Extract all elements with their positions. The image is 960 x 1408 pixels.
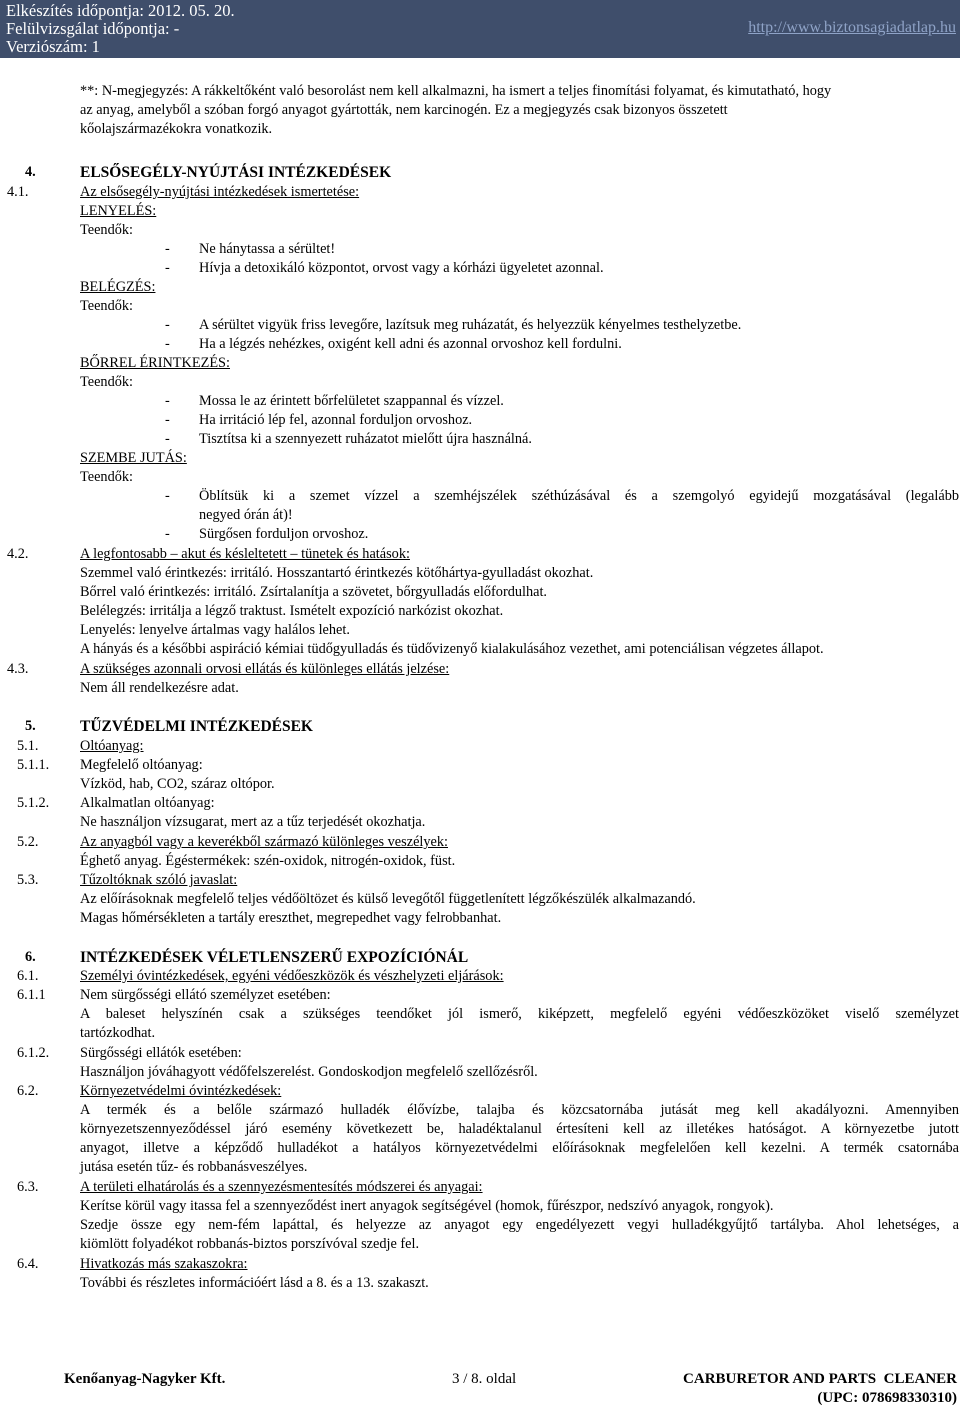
text-line: Ne használjon vízsugarat, mert az a tűz terjedését okozhatja. bbox=[80, 814, 426, 830]
note-line: az anyag, amelyből a szóban forgó anyagot gyártották, nem karcinogén. Ez a megjegyzés csak bizonyos összetett bbox=[80, 102, 728, 118]
text-line: Magas hőmérsékleten a tartály ereszthet, megrepedhet vagy felrobbanhat. bbox=[80, 910, 502, 926]
list-item: - Öblítsük ki a szemet vízzel a szemhéjszélek széthúzásával és a szemgolyó egyidejű mozgatásával (legalább bbox=[165, 488, 959, 504]
list-item-continuation: negyed órán át)! bbox=[199, 507, 293, 523]
subsection-number: 6.4. bbox=[17, 1256, 39, 1272]
subsection-title: Megfelelő oltóanyag: bbox=[80, 757, 203, 773]
text-line: tartózkodhat. bbox=[80, 1025, 156, 1041]
subsection-number: 6.2. bbox=[17, 1083, 39, 1099]
footer-product-code: (UPC: 078698330310) bbox=[817, 1390, 957, 1406]
subsection-number: 5.1.2. bbox=[17, 795, 50, 811]
subsection-number: 4.1. bbox=[7, 184, 29, 200]
header-link[interactable]: http://www.biztonsagiadatlap.hu bbox=[748, 19, 956, 36]
subsection-title: A szükséges azonnali orvosi ellátás és különleges ellátás jelzése: bbox=[80, 661, 450, 677]
subsection-title: Tűzoltóknak szóló javaslat: bbox=[80, 872, 238, 888]
section-title: TŰZVÉDELMI INTÉZKEDÉSEK bbox=[80, 718, 313, 735]
text-line: Vízköd, hab, CO2, száraz oltópor. bbox=[80, 776, 275, 792]
text-line: Kerítse körül vagy itassa fel a szennyeződést inert anyagok segítségével (homok, fűrészpor, nedszívó anyagok, rongyok). bbox=[80, 1198, 774, 1214]
subsection-number: 6.1.2. bbox=[17, 1045, 50, 1061]
subsection-number: 4.2. bbox=[7, 546, 29, 562]
subsection-title: A legfontosabb – akut és késleltetett – tünetek és hatások: bbox=[80, 546, 410, 562]
note-line: kőolajszármazékokra vonatkozik. bbox=[80, 121, 273, 137]
document-header bbox=[0, 0, 960, 58]
subsection-number: 5.3. bbox=[17, 872, 39, 888]
heading-lenyeles: LENYELÉS: bbox=[80, 203, 157, 219]
subsection-number: 4.3. bbox=[7, 661, 29, 677]
teendok-label: Teendők: bbox=[80, 298, 133, 314]
text-line: jutása esetén tűz- és robbanásveszélyes. bbox=[80, 1159, 308, 1175]
text-line: A hányás és a későbbi aspiráció kémiai tüdőgyulladás és tüdővizenyő kialakulásához vezethet, ami potenciálisan végzetes állapot. bbox=[80, 641, 824, 657]
text-line: A termék és a belőle származó hulladék élővízbe, talajba és közcsatornába jutását meg kell akadályozni. Amennyiben bbox=[80, 1102, 959, 1118]
subsection-title: Hivatkozás más szakaszokra: bbox=[80, 1256, 248, 1272]
text-line: Használjon jóváhagyott védőfelszerelést. Gondoskodjon megfelelő szellőzésről. bbox=[80, 1064, 538, 1080]
heading-szembe: SZEMBE JUTÁS: bbox=[80, 450, 187, 466]
text-line: Éghető anyag. Égéstermékek: szén-oxidok, nitrogén-oxidok, füst. bbox=[80, 853, 456, 869]
list-item: - Tisztítsa ki a szennyezett ruházatot mielőtt újra használná. bbox=[165, 431, 532, 447]
created-date: Elkészítés időpontja: 2012. 05. 20. bbox=[6, 1, 235, 20]
list-item: - Ha irritáció lép fel, azonnal forduljon orvoshoz. bbox=[165, 412, 473, 428]
subsection-number: 6.1.1 bbox=[17, 987, 46, 1003]
review-date: Felülvizsgálat időpontja: - bbox=[6, 19, 180, 38]
subsection-title: Oltóanyag: bbox=[80, 738, 144, 754]
subsection-title: Személyi óvintézkedések, egyéni védőeszközök és vészhelyzeti eljárások: bbox=[80, 968, 504, 984]
subsection-number: 5.1.1. bbox=[17, 757, 50, 773]
text-line: Lenyelés: lenyelve ártalmas vagy halálos lehet. bbox=[80, 622, 350, 638]
subsection-number: 6.3. bbox=[17, 1179, 39, 1195]
list-item: - Sürgősen forduljon orvoshoz. bbox=[165, 526, 369, 542]
footer-product-name: CARBURETOR AND PARTS CLEANER bbox=[683, 1371, 957, 1387]
subsection-number: 5.2. bbox=[17, 834, 39, 850]
footer-page-number: 3 / 8. oldal bbox=[452, 1371, 517, 1387]
subsection-title: Sürgősségi ellátók esetében: bbox=[80, 1045, 242, 1061]
text-line: Bőrrel való érintkezés: irritáló. Zsírtalanítja a szövetet, bőrgyulladás előfordulhat. bbox=[80, 584, 548, 600]
teendok-label: Teendők: bbox=[80, 374, 133, 390]
text-line: Szemmel való érintkezés: irritáló. Hosszantartó érintkezés kötőhártya-gyulladást okozhat. bbox=[80, 565, 594, 581]
section-number: 5. bbox=[25, 718, 36, 734]
text-line: További és részletes információért lásd a 8. és a 13. szakaszt. bbox=[80, 1275, 429, 1291]
subsection-title: A területi elhatárolás és a szennyezésmentesítés módszerei és anyagai: bbox=[80, 1179, 483, 1195]
list-item: - A sérültet vigyük friss levegőre, lazítsuk meg ruházatát, és helyezzük kényelmes testhelyzetbe. bbox=[165, 317, 742, 333]
text-line: anyagot, illetve a képződő hulladékot a hatályos környezetvédelmi előírásoknak megfelelően kell kezelni. A termék csatornába bbox=[80, 1140, 959, 1156]
subsection-number: 5.1. bbox=[17, 738, 39, 754]
text-line: A baleset helyszínén csak a szükséges teendőket jól ismerő, kiképzett, megfelelő egyéni védőeszközöket viselő személyzet bbox=[80, 1006, 959, 1022]
note-line: **: N-megjegyzés: A rákkeltőként való besorolást nem kell alkalmazni, ha ismert a teljes finomítási folyamat, és kimutatható, hogy bbox=[80, 83, 832, 99]
text-line: Nem áll rendelkezésre adat. bbox=[80, 680, 239, 696]
subsection-title: Az anyagból vagy a keverékből származó különleges veszélyek: bbox=[80, 834, 448, 850]
text-line: Belélegzés: irritálja a légző traktust. Ismételt expozíció narkózist okozhat. bbox=[80, 603, 504, 619]
list-item: - Ne hánytassa a sérültet! bbox=[165, 241, 336, 257]
text-line: kiömlött folyadékot robbanás-biztos porszívóval szedje fel. bbox=[80, 1236, 420, 1252]
list-item: - Ha a légzés nehézkes, oxigént kell adni és azonnal orvoshoz kell fordulni. bbox=[165, 336, 622, 352]
section-title: INTÉZKEDÉSEK VÉLETLENSZERŰ EXPOZÍCIÓNÁL bbox=[80, 949, 469, 966]
section-title: ELSŐSEGÉLY-NYÚJTÁSI INTÉZKEDÉSEK bbox=[80, 164, 392, 181]
section-number: 6. bbox=[25, 949, 36, 965]
subsection-title: Alkalmatlan oltóanyag: bbox=[80, 795, 215, 811]
text-line: Az előírásoknak megfelelő teljes védőöltözet és külső levegőtől függetlenített légzőkészülék alkalmazandó. bbox=[80, 891, 696, 907]
subsection-title: Nem sürgősségi ellátó személyzet esetében: bbox=[80, 987, 331, 1003]
teendok-label: Teendők: bbox=[80, 469, 133, 485]
list-item: - Mossa le az érintett bőrfelületet szappannal és vízzel. bbox=[165, 393, 504, 409]
version: Verziószám: 1 bbox=[6, 37, 100, 56]
heading-borrel: BŐRREL ÉRINTKEZÉS: bbox=[80, 355, 230, 371]
section-number: 4. bbox=[25, 164, 36, 180]
teendok-label: Teendők: bbox=[80, 222, 133, 238]
subsection-number: 6.1. bbox=[17, 968, 39, 984]
text-line: Szedje össze egy nem-fém lapáttal, és helyezze az anyagot egy engedélyezett vegyi hulladékgyűjtő tartályba. Ahol lehetséges, a bbox=[80, 1217, 959, 1233]
footer-company: Kenőanyag-Nagyker Kft. bbox=[64, 1371, 226, 1387]
heading-belegzes: BELÉGZÉS: bbox=[80, 279, 156, 295]
subsection-title: Környezetvédelmi óvintézkedések: bbox=[80, 1083, 282, 1099]
text-line: környezetszennyeződéssel járó esemény következett be, haladéktalanul értesíteni kell az illetékes hatóságot. A környezetbe jutott bbox=[80, 1121, 959, 1137]
list-item: - Hívja a detoxikáló központot, orvost vagy a kórházi ügyeletet azonnal. bbox=[165, 260, 604, 276]
subsection-title: Az elsősegély-nyújtási intézkedések ismertetése: bbox=[80, 184, 360, 200]
